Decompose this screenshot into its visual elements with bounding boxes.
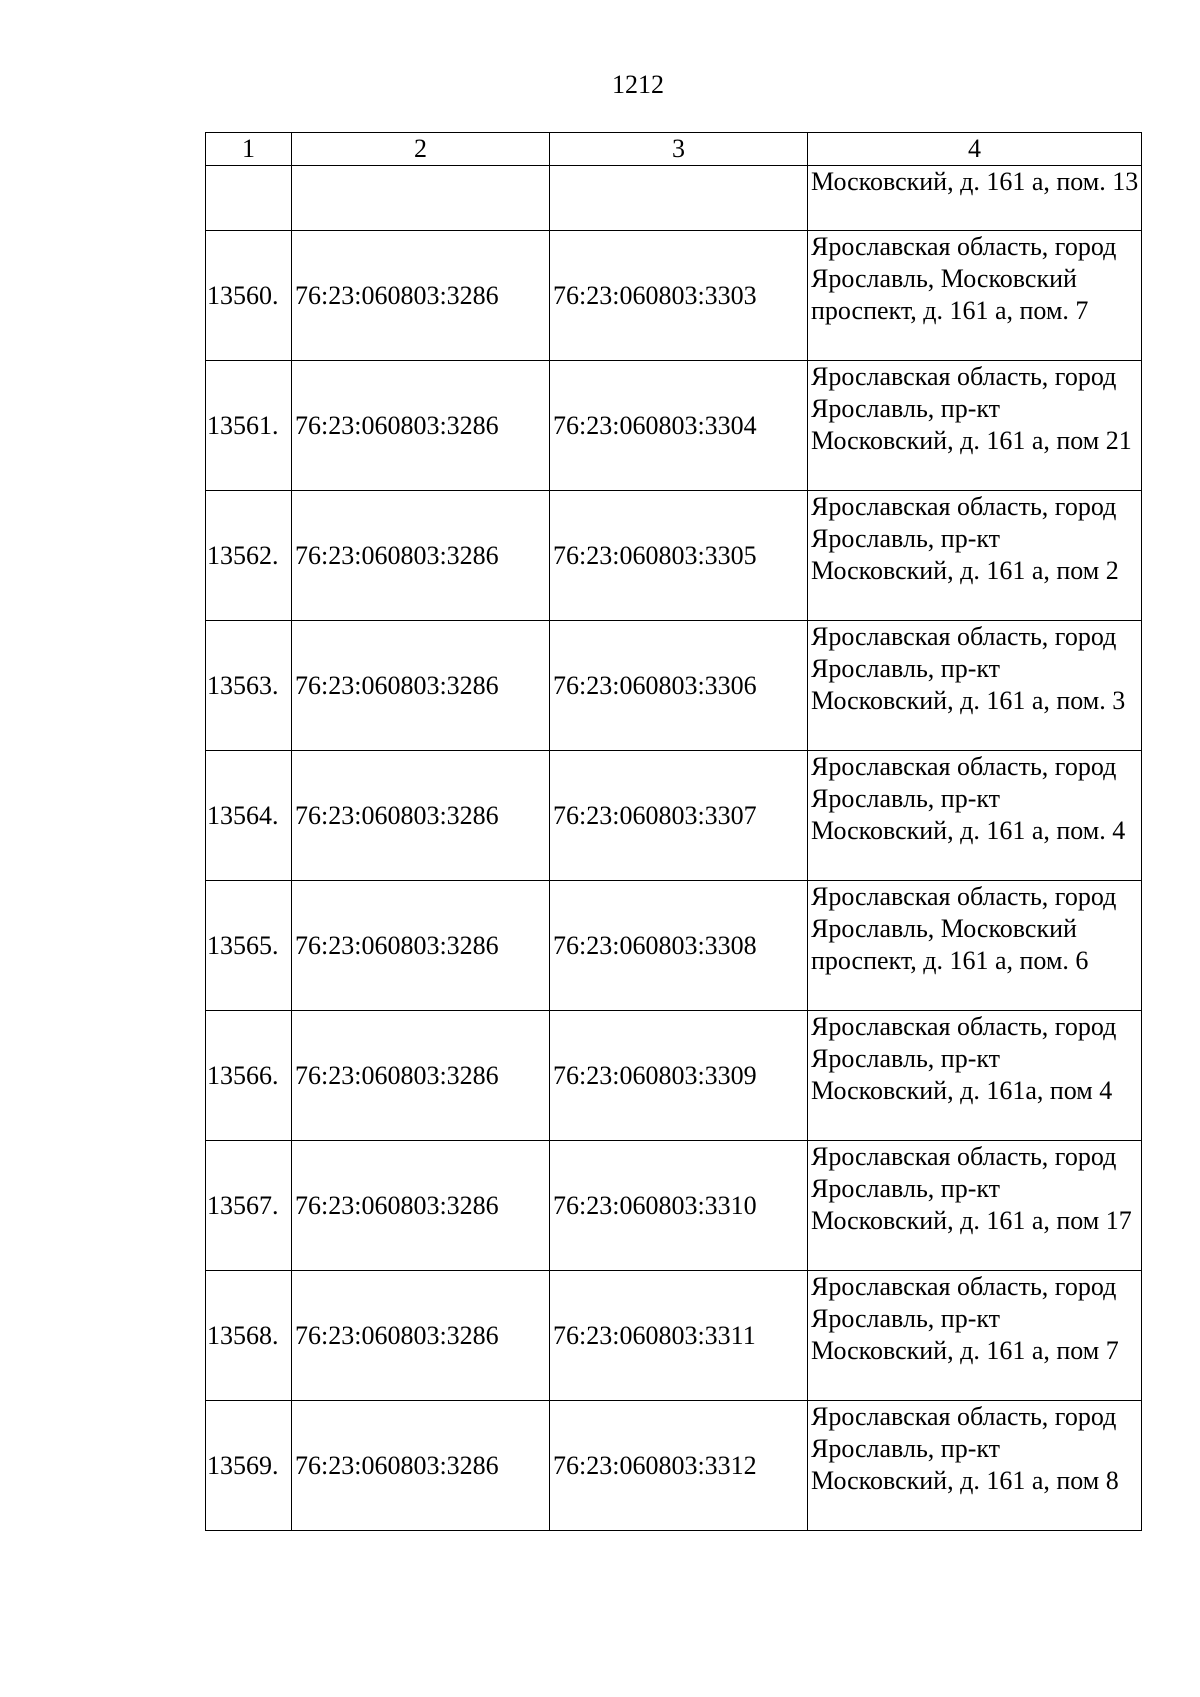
row-number-cell: 13568. bbox=[206, 1271, 292, 1401]
column-header-1: 1 bbox=[206, 133, 292, 166]
row-number-cell: 13569. bbox=[206, 1401, 292, 1531]
table-row bbox=[206, 881, 1142, 1011]
row-number-cell: 13564. bbox=[206, 751, 292, 881]
land-cadastral-number-cell: 76:23:060803:3286 bbox=[292, 881, 550, 1011]
registry-table bbox=[205, 132, 1142, 1531]
column-header-2: 2 bbox=[292, 133, 550, 166]
address-cell: Ярославская область, город Ярославль, пр-кт Московский, д. 161 а, пом 8 bbox=[808, 1401, 1142, 1531]
row-number-cell bbox=[206, 166, 292, 231]
table-row bbox=[206, 1401, 1142, 1531]
land-cadastral-number-cell: 76:23:060803:3286 bbox=[292, 1401, 550, 1531]
premises-cadastral-number-cell: 76:23:060803:3303 bbox=[550, 231, 808, 361]
premises-cadastral-number-cell: 76:23:060803:3306 bbox=[550, 621, 808, 751]
premises-cadastral-number-cell: 76:23:060803:3311 bbox=[550, 1271, 808, 1401]
cadastral-number-cell bbox=[550, 166, 808, 231]
premises-cadastral-number-cell: 76:23:060803:3310 bbox=[550, 1141, 808, 1271]
premises-cadastral-number-cell: 76:23:060803:3312 bbox=[550, 1401, 808, 1531]
table-row bbox=[206, 621, 1142, 751]
row-number-cell: 13560. bbox=[206, 231, 292, 361]
address-cell: Ярославская область, город Ярославль, пр-кт Московский, д. 161 а, пом 7 bbox=[808, 1271, 1142, 1401]
premises-cadastral-number-cell: 76:23:060803:3308 bbox=[550, 881, 808, 1011]
premises-cadastral-number-cell: 76:23:060803:3309 bbox=[550, 1011, 808, 1141]
address-cell: Ярославская область, город Ярославль, Московский проспект, д. 161 а, пом. 6 bbox=[808, 881, 1142, 1011]
address-cell: Ярославская область, город Ярославль, пр-кт Московский, д. 161 а, пом 2 bbox=[808, 491, 1142, 621]
table-row bbox=[206, 231, 1142, 361]
table-row bbox=[206, 1141, 1142, 1271]
land-cadastral-number-cell: 76:23:060803:3286 bbox=[292, 751, 550, 881]
land-cadastral-number-cell: 76:23:060803:3286 bbox=[292, 491, 550, 621]
table-row bbox=[206, 1271, 1142, 1401]
address-cell: Московский, д. 161 а, пом. 13 bbox=[808, 166, 1142, 231]
address-cell: Ярославская область, город Ярославль, пр-кт Московский, д. 161 а, пом. 4 bbox=[808, 751, 1142, 881]
page-number: 1212 bbox=[612, 70, 664, 99]
cadastral-number-cell bbox=[292, 166, 550, 231]
land-cadastral-number-cell: 76:23:060803:3286 bbox=[292, 1271, 550, 1401]
premises-cadastral-number-cell: 76:23:060803:3304 bbox=[550, 361, 808, 491]
row-number-cell: 13566. bbox=[206, 1011, 292, 1141]
row-number-cell: 13563. bbox=[206, 621, 292, 751]
row-number-cell: 13562. bbox=[206, 491, 292, 621]
row-number-cell: 13567. bbox=[206, 1141, 292, 1271]
table-row-continuation bbox=[206, 166, 1142, 231]
table-header-row bbox=[206, 133, 1142, 166]
table-row bbox=[206, 361, 1142, 491]
table-row bbox=[206, 491, 1142, 621]
column-header-3: 3 bbox=[550, 133, 808, 166]
premises-cadastral-number-cell: 76:23:060803:3305 bbox=[550, 491, 808, 621]
column-header-4: 4 bbox=[808, 133, 1142, 166]
table-row bbox=[206, 751, 1142, 881]
land-cadastral-number-cell: 76:23:060803:3286 bbox=[292, 361, 550, 491]
row-number-cell: 13565. bbox=[206, 881, 292, 1011]
address-cell: Ярославская область, город Ярославль, пр-кт Московский, д. 161 а, пом 17 bbox=[808, 1141, 1142, 1271]
table-row bbox=[206, 1011, 1142, 1141]
premises-cadastral-number-cell: 76:23:060803:3307 bbox=[550, 751, 808, 881]
row-number-cell: 13561. bbox=[206, 361, 292, 491]
land-cadastral-number-cell: 76:23:060803:3286 bbox=[292, 621, 550, 751]
address-cell: Ярославская область, город Ярославль, Московский проспект, д. 161 а, пом. 7 bbox=[808, 231, 1142, 361]
address-cell: Ярославская область, город Ярославль, пр-кт Московский, д. 161а, пом 4 bbox=[808, 1011, 1142, 1141]
address-cell: Ярославская область, город Ярославль, пр-кт Московский, д. 161 а, пом 21 bbox=[808, 361, 1142, 491]
land-cadastral-number-cell: 76:23:060803:3286 bbox=[292, 1011, 550, 1141]
land-cadastral-number-cell: 76:23:060803:3286 bbox=[292, 231, 550, 361]
address-cell: Ярославская область, город Ярославль, пр-кт Московский, д. 161 а, пом. 3 bbox=[808, 621, 1142, 751]
land-cadastral-number-cell: 76:23:060803:3286 bbox=[292, 1141, 550, 1271]
